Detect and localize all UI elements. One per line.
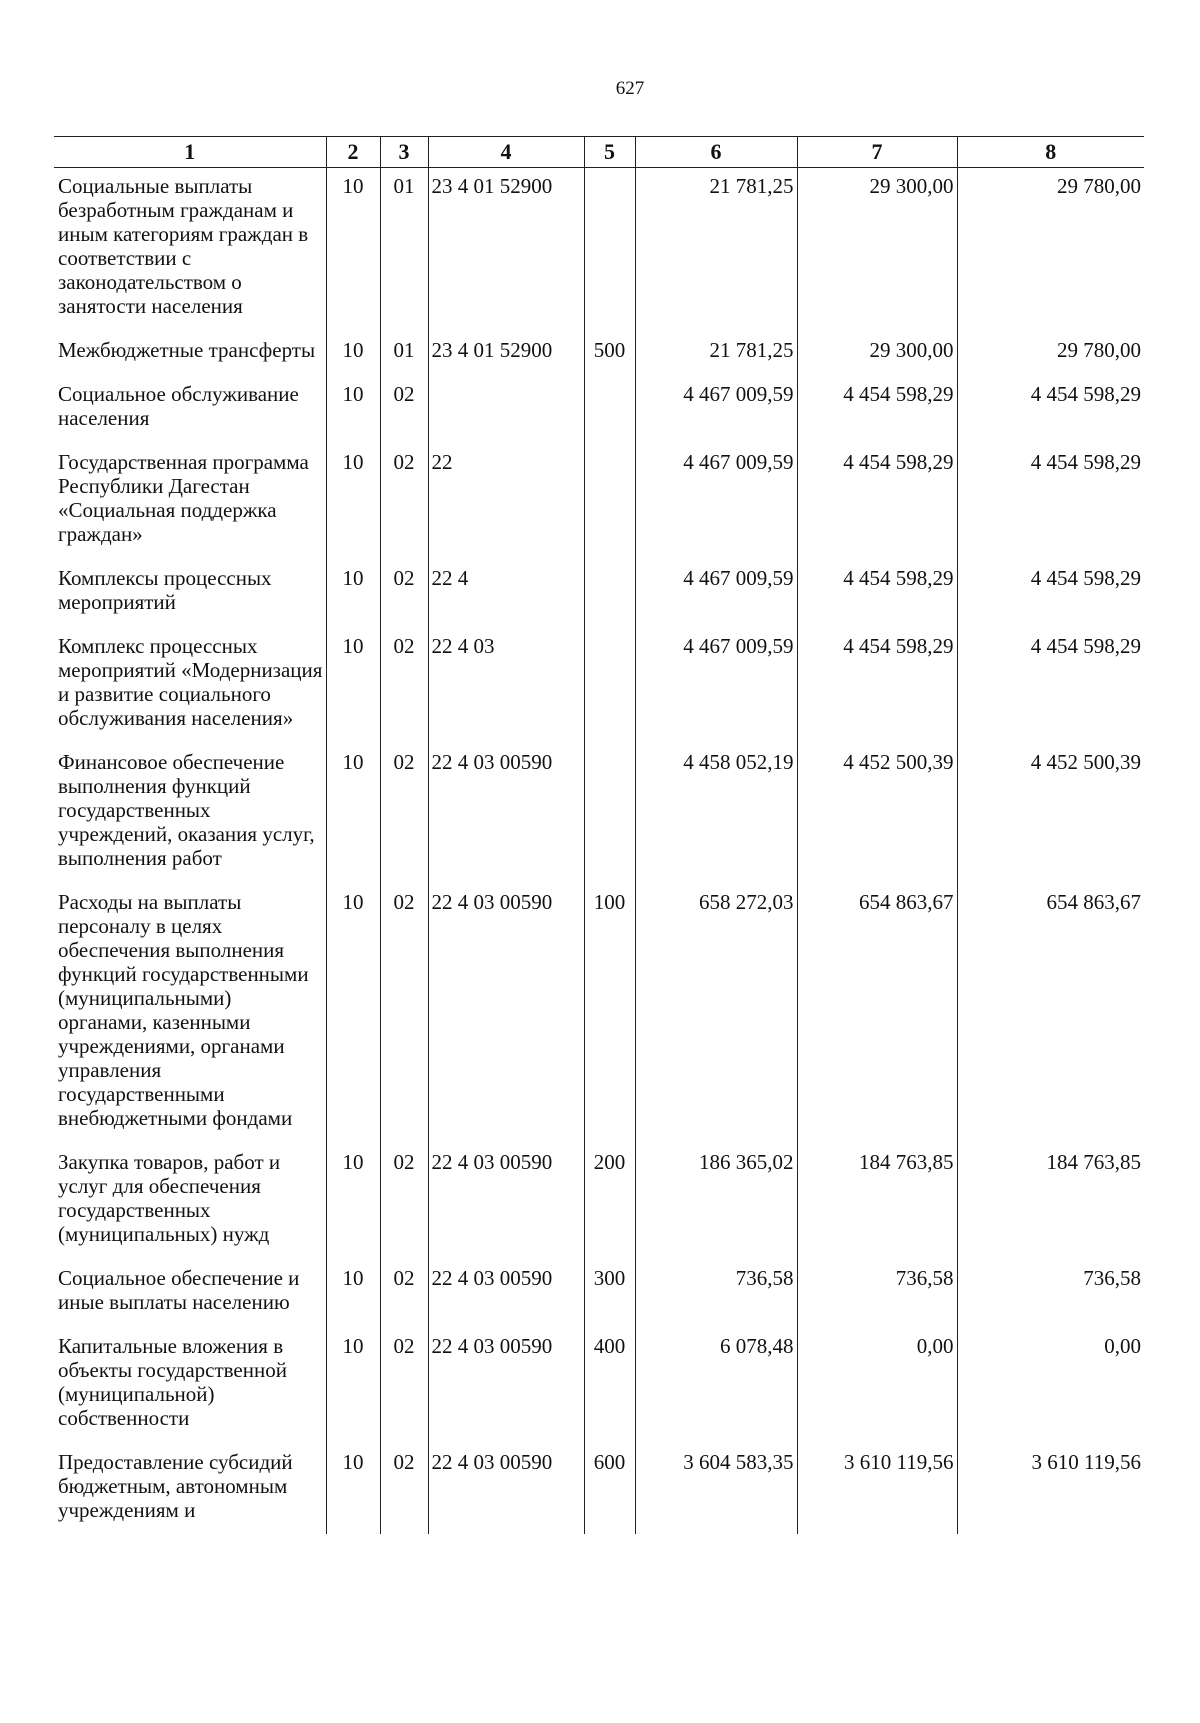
amount-col8: 4 454 598,29 — [957, 628, 1144, 744]
expense-type-code: 400 — [584, 1328, 635, 1444]
table-row — [54, 376, 1144, 444]
subsection-code: 01 — [380, 168, 428, 333]
amount-col8: 29 780,00 — [957, 168, 1144, 333]
amount-col7: 654 863,67 — [797, 884, 957, 1144]
table-row — [54, 628, 1144, 744]
target-article-code: 23 4 01 52900 — [428, 168, 584, 333]
expense-type-code — [584, 560, 635, 628]
amount-col7: 3 610 119,56 — [797, 1444, 957, 1534]
expense-type-code — [584, 376, 635, 444]
expense-type-code: 500 — [584, 332, 635, 376]
subsection-code: 02 — [380, 1144, 428, 1260]
expense-type-code: 300 — [584, 1260, 635, 1328]
table-row — [54, 744, 1144, 884]
amount-col6: 21 781,25 — [635, 332, 797, 376]
section-code: 10 — [326, 884, 380, 1144]
amount-col8: 4 454 598,29 — [957, 560, 1144, 628]
header-row — [54, 137, 1144, 168]
page-number: 627 — [615, 78, 645, 99]
amount-col6: 4 467 009,59 — [635, 560, 797, 628]
target-article-code: 22 4 03 00590 — [428, 1144, 584, 1260]
row-name: Капитальные вложения в объекты государственной (муниципальной) собственности — [58, 1334, 287, 1430]
row-name: Государственная программа Республики Дагестан «Социальная поддержка граждан» — [58, 450, 309, 546]
section-code: 10 — [326, 168, 380, 333]
amount-col7: 0,00 — [797, 1328, 957, 1444]
table-row — [54, 1260, 1144, 1328]
subsection-code: 02 — [380, 744, 428, 884]
amount-col6: 4 467 009,59 — [635, 376, 797, 444]
target-article-code: 22 4 03 00590 — [428, 1260, 584, 1328]
amount-col6: 658 272,03 — [635, 884, 797, 1144]
column-header: 2 — [326, 137, 380, 168]
expense-type-code: 200 — [584, 1144, 635, 1260]
section-code: 10 — [326, 1328, 380, 1444]
subsection-code: 02 — [380, 376, 428, 444]
amount-col7: 184 763,85 — [797, 1144, 957, 1260]
amount-col6: 4 467 009,59 — [635, 628, 797, 744]
expense-type-code — [584, 168, 635, 333]
row-name: Социальное обслуживание населения — [58, 382, 299, 430]
amount-col6: 21 781,25 — [635, 168, 797, 333]
amount-col8: 3 610 119,56 — [957, 1444, 1144, 1534]
expense-type-code: 100 — [584, 884, 635, 1144]
column-header: 6 — [635, 137, 797, 168]
budget-table — [54, 136, 1144, 1534]
amount-col8: 4 454 598,29 — [957, 376, 1144, 444]
table-row — [54, 332, 1144, 376]
section-code: 10 — [326, 744, 380, 884]
subsection-code: 02 — [380, 1444, 428, 1534]
section-code: 10 — [326, 628, 380, 744]
section-code: 10 — [326, 376, 380, 444]
table-row — [54, 884, 1144, 1144]
section-code: 10 — [326, 560, 380, 628]
amount-col7: 29 300,00 — [797, 332, 957, 376]
table-row — [54, 444, 1144, 560]
amount-col6: 736,58 — [635, 1260, 797, 1328]
column-header: 1 — [54, 137, 326, 168]
table-row — [54, 560, 1144, 628]
column-header: 5 — [584, 137, 635, 168]
amount-col8: 184 763,85 — [957, 1144, 1144, 1260]
target-article-code: 22 — [428, 444, 584, 560]
amount-col7: 29 300,00 — [797, 168, 957, 333]
amount-col7: 736,58 — [797, 1260, 957, 1328]
amount-col8: 4 452 500,39 — [957, 744, 1144, 884]
row-name: Комплекс процессных мероприятий «Модернизация и развитие социального обслуживания населения» — [58, 634, 323, 730]
section-code: 10 — [326, 444, 380, 560]
section-code: 10 — [326, 332, 380, 376]
subsection-code: 02 — [380, 560, 428, 628]
target-article-code: 22 4 03 00590 — [428, 1444, 584, 1534]
amount-col7: 4 454 598,29 — [797, 376, 957, 444]
row-name: Расходы на выплаты персоналу в целях обеспечения выполнения функций государственными (муниципальными) органами, казенными учреждениями, органами управления государственными внебюджетными фондами — [58, 890, 309, 1130]
row-name: Комплексы процессных мероприятий — [58, 566, 272, 614]
target-article-code: 22 4 — [428, 560, 584, 628]
target-article-code — [428, 376, 584, 444]
target-article-code: 22 4 03 00590 — [428, 1328, 584, 1444]
table-row — [54, 168, 1144, 333]
section-code: 10 — [326, 1260, 380, 1328]
table-row — [54, 1144, 1144, 1260]
target-article-code: 23 4 01 52900 — [428, 332, 584, 376]
expense-type-code — [584, 444, 635, 560]
table-row — [54, 1444, 1144, 1534]
subsection-code: 02 — [380, 628, 428, 744]
row-name: Межбюджетные трансферты — [58, 338, 316, 362]
target-article-code: 22 4 03 00590 — [428, 884, 584, 1144]
amount-col8: 0,00 — [957, 1328, 1144, 1444]
subsection-code: 02 — [380, 884, 428, 1144]
subsection-code: 02 — [380, 1260, 428, 1328]
column-header: 4 — [428, 137, 584, 168]
expense-type-code: 600 — [584, 1444, 635, 1534]
row-name: Финансовое обеспечение выполнения функций государственных учреждений, оказания услуг, выполнения работ — [58, 750, 315, 870]
subsection-code: 02 — [380, 1328, 428, 1444]
amount-col6: 3 604 583,35 — [635, 1444, 797, 1534]
subsection-code: 01 — [380, 332, 428, 376]
expense-type-code — [584, 744, 635, 884]
amount-col8: 736,58 — [957, 1260, 1144, 1328]
amount-col8: 654 863,67 — [957, 884, 1144, 1144]
amount-col6: 6 078,48 — [635, 1328, 797, 1444]
amount-col6: 4 467 009,59 — [635, 444, 797, 560]
amount-col6: 186 365,02 — [635, 1144, 797, 1260]
amount-col7: 4 454 598,29 — [797, 560, 957, 628]
target-article-code: 22 4 03 — [428, 628, 584, 744]
amount-col7: 4 454 598,29 — [797, 628, 957, 744]
subsection-code: 02 — [380, 444, 428, 560]
row-name: Закупка товаров, работ и услуг для обеспечения государственных (муниципальных) нужд — [58, 1150, 281, 1246]
row-name: Социальные выплаты безработным гражданам и иным категориям граждан в соответствии с законодательством о занятости населения — [58, 174, 309, 318]
expense-type-code — [584, 628, 635, 744]
target-article-code: 22 4 03 00590 — [428, 744, 584, 884]
section-code: 10 — [326, 1444, 380, 1534]
row-name: Предоставление субсидий бюджетным, автономным учреждениям и — [58, 1450, 293, 1522]
table-row — [54, 1328, 1144, 1444]
column-header: 8 — [957, 137, 1144, 168]
amount-col8: 4 454 598,29 — [957, 444, 1144, 560]
column-header: 3 — [380, 137, 428, 168]
section-code: 10 — [326, 1144, 380, 1260]
amount-col8: 29 780,00 — [957, 332, 1144, 376]
amount-col6: 4 458 052,19 — [635, 744, 797, 884]
column-header: 7 — [797, 137, 957, 168]
amount-col7: 4 452 500,39 — [797, 744, 957, 884]
amount-col7: 4 454 598,29 — [797, 444, 957, 560]
row-name: Социальное обеспечение и иные выплаты населению — [58, 1266, 300, 1314]
